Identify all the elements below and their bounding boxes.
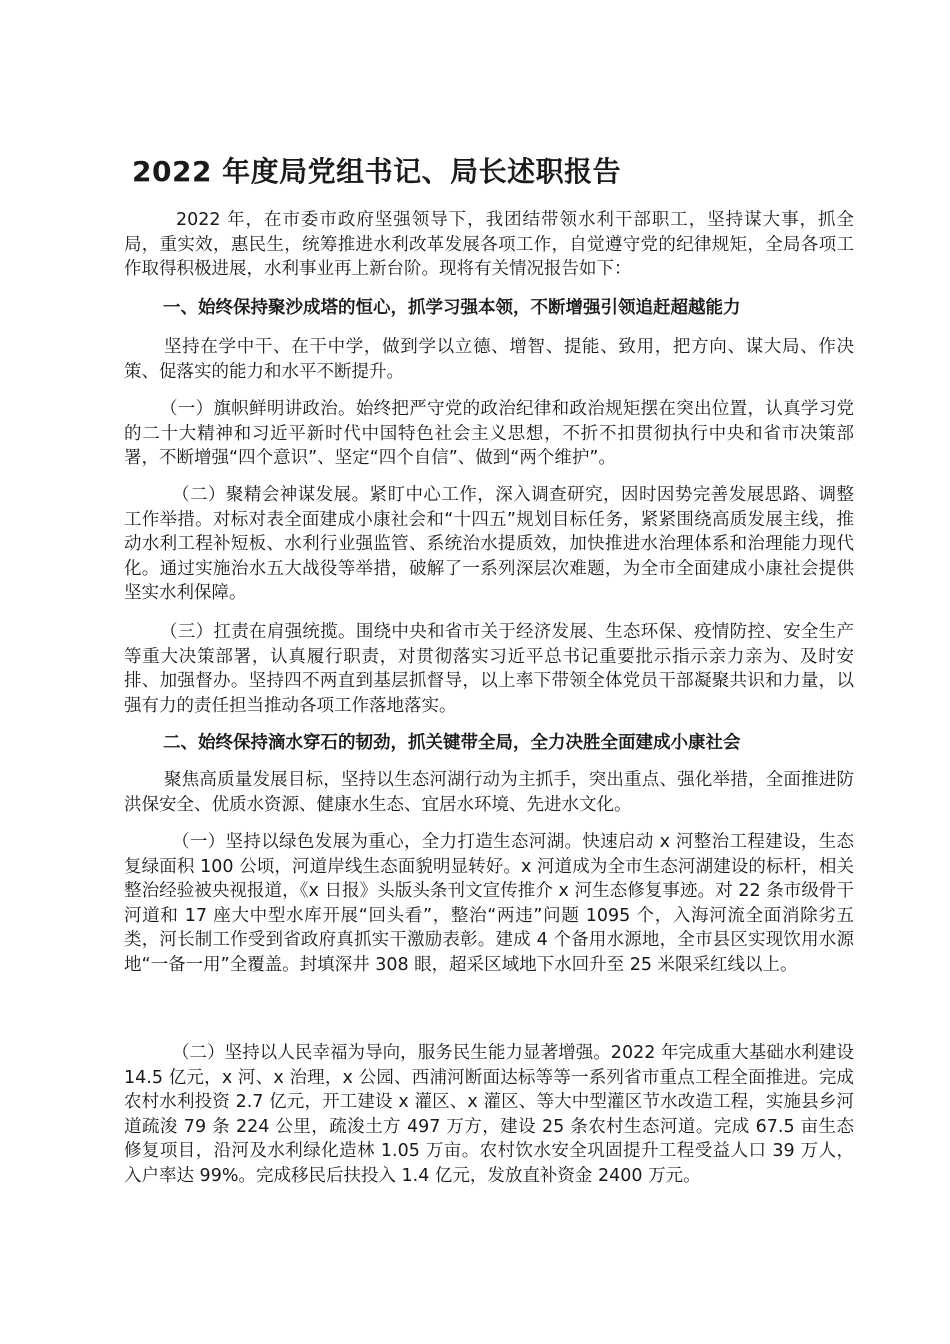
- section-heading-2: 二、始终保持滴水穿石的韧劲，抓关键带全局，全力决胜全面建成小康社会: [163, 733, 741, 753]
- paragraph-section-2-item-2: （二）坚持以人民幸福为导向，服务民生能力显著增强。2022 年完成重大基础水利建设 14.5 亿元，x 河、x 治理，x 公园、西浦河断面达标等等一系列省市重点工程全面推进。完成农村水利投资 2.7 亿元，开工建设 x 灌区、x 灌区、等大中型灌区节水改造工程，实施县乡河道疏浚 79 条 224 公里，疏浚土方 497 万方，建设 25 条农村生态河道。完成 67.5 亩生态修复项目，沿河及水利绿化造林 1.05 万亩。农村饮水安全巩固提升工程受益人口 39 万人，入户率达 99%。完成移民后扶投入 1.4 亿元，发放直补资金 2400 万元。: [124, 1043, 854, 1186]
- paragraph-section-2-intro: 聚焦高质量发展目标，坚持以生态河湖行动为主抓手，突出重点、强化举措，全面推进防洪保安全、优质水资源、健康水生态、宜居水环境、先进水文化。: [124, 770, 854, 815]
- paragraph-intro: 2022 年，在市委市政府坚强领导下，我团结带领水利干部职工，坚持谋大事，抓全局，重实效，惠民生，统筹推进水利改革发展各项工作，自觉遵守党的纪律规矩，全局各项工作取得积极进展，水利事业再上新台阶。现将有关情况报告如下：: [124, 210, 854, 279]
- paragraph-section-1-intro: 坚持在学中干、在干中学，做到学以立德、增智、提能、致用，把方向、谋大局、作决策、促落实的能力和水平不断提升。: [124, 337, 854, 382]
- paragraph-section-1-item-2: （二）聚精会神谋发展。紧盯中心工作，深入调查研究，因时因势完善发展思路、调整工作举措。对标对表全面建成小康社会和“十四五”规划目标任务，紧紧围绕高质发展主线，推动水利工程补短板、水利行业强监管、系统治水提质效，加快推进水治理体系和治理能力现代化。通过实施治水五大战役等举措，破解了一系列深层次难题，为全市全面建成小康社会提供坚实水利保障。: [124, 485, 854, 603]
- document-title: 2022 年度局党组书记、局长述职报告: [132, 155, 622, 188]
- paragraph-section-2-item-1: （一）坚持以绿色发展为重心，全力打造生态河湖。快速启动 x 河整治工程建设，生态复绿面积 100 公顷，河道岸线生态面貌明显转好。x 河道成为全市生态河湖建设的标杆，相关整治经验被央视报道，《x 日报》头版头条刊文宣传推介 x 河生态修复事迹。对 22 条市级骨干河道和 17 座大中型水库开展“回头看”，整治“两违”问题 1095 个，入海河流全面消除劣五类，河长制工作受到省政府真抓实干激励表彰。建成 4 个备用水源地，全市县区实现饮用水源地“一备一用”全覆盖。封填深井 308 眼，超采区域地下水回升至 25 米限采红线以上。: [124, 832, 854, 975]
- paragraph-section-1-item-3: （三）扛责在肩强统揽。围绕中央和省市关于经济发展、生态环保、疫情防控、安全生产等重大决策部署，认真履行职责，对贯彻落实习近平总书记重要批示指示亲力亲为、及时安排、加强督办。坚持四不两直到基层抓督导，以上率下带领全体党员干部凝聚共识和力量，以强有力的责任担当推动各项工作落地落实。: [124, 622, 854, 716]
- section-heading-1: 一、始终保持聚沙成塔的恒心，抓学习强本领，不断增强引领追赶超越能力: [163, 298, 741, 318]
- paragraph-section-1-item-1: （一）旗帜鲜明讲政治。始终把严守党的政治纪律和政治规矩摆在突出位置，认真学习党的二十大精神和习近平新时代中国特色社会主义思想，不折不扣贯彻执行中央和省市决策部署，不断增强“四个意识”、坚定“四个自信”、做到“两个维护”。: [124, 399, 854, 468]
